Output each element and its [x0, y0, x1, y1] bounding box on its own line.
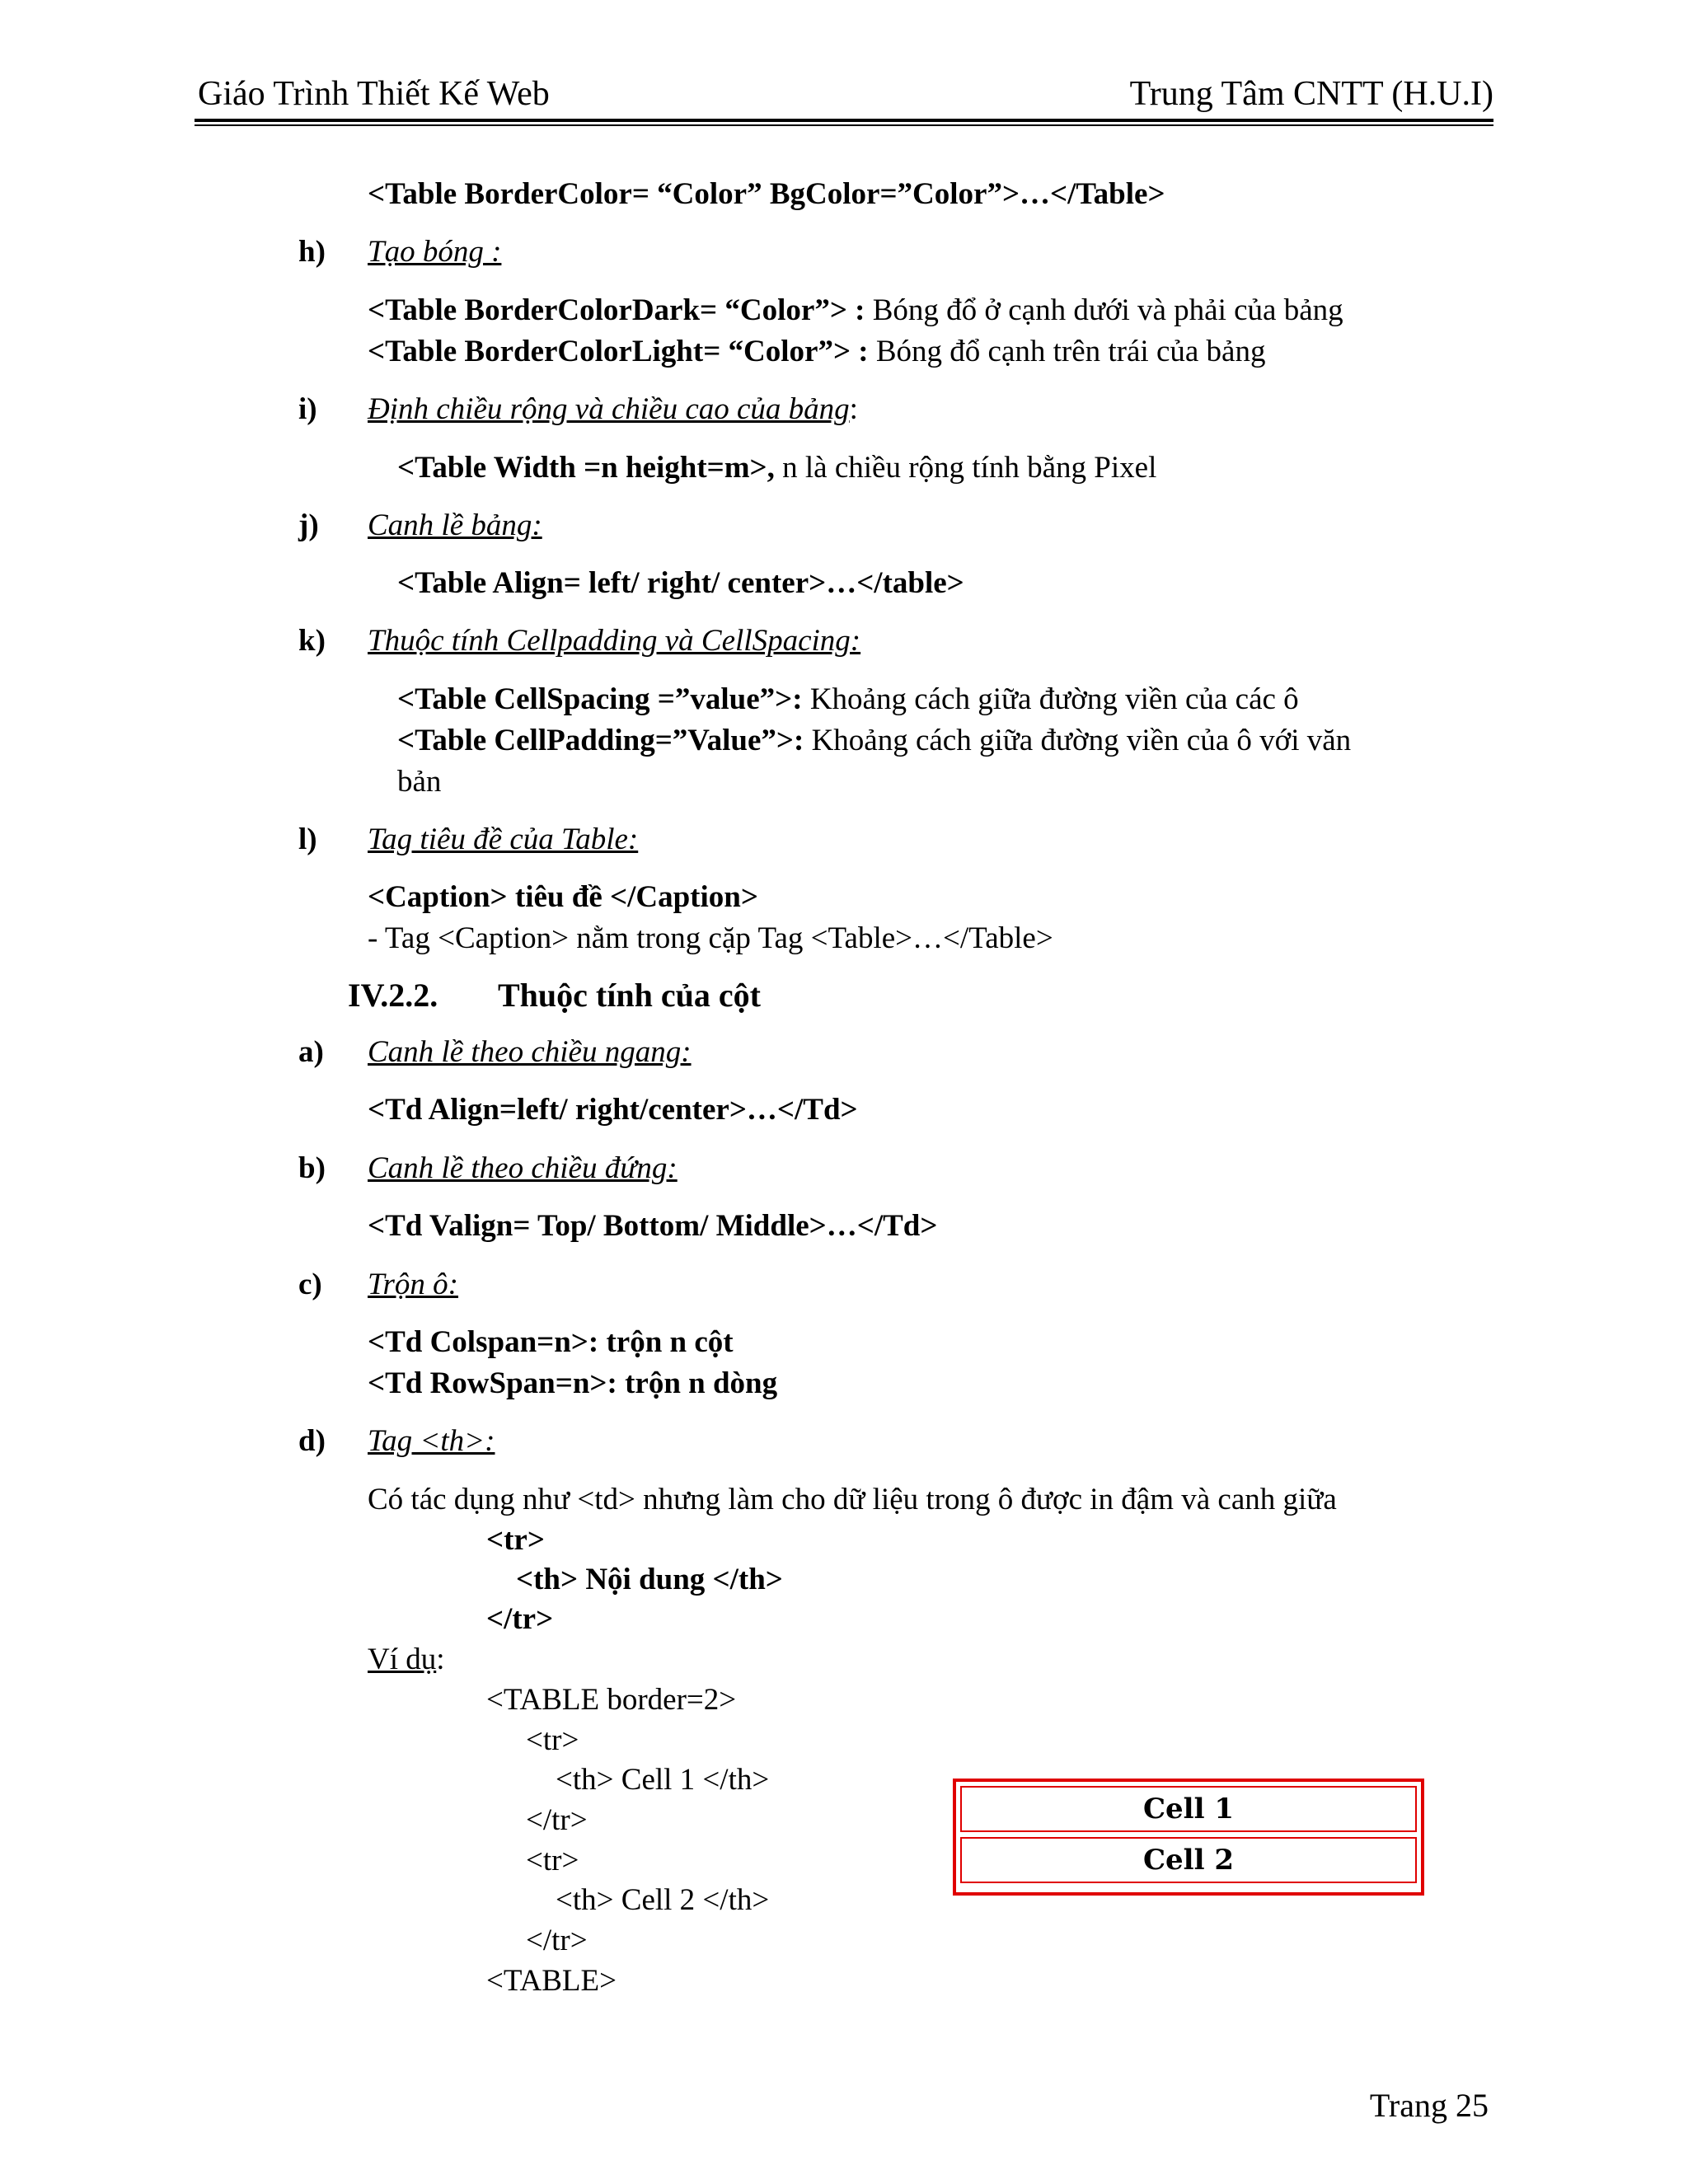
code-line-shadow-light	[368, 332, 1265, 372]
code-line-cellspacing	[397, 680, 1299, 719]
item-marker-i: i)	[298, 392, 317, 426]
page-number: Trang 25	[1369, 2087, 1489, 2124]
example-label-text: Ví dụ	[368, 1643, 437, 1676]
table-header-cell: Cell 2	[960, 1837, 1417, 1883]
item-marker-b: b)	[298, 1151, 326, 1185]
code: <Table Width =n height=m>,	[397, 451, 775, 485]
item-heading-l: Tag tiêu đề của Table:	[368, 823, 639, 856]
description: Bóng đổ cạnh trên trái của bảng	[868, 335, 1266, 368]
example-line: <tr>	[526, 1844, 579, 1877]
snippet-line: <th> Nội dung </th>	[516, 1563, 783, 1596]
item-heading-h: Tạo bóng :	[368, 235, 502, 269]
item-marker-h: h)	[298, 235, 326, 269]
item-heading-j: Canh lề bảng:	[368, 509, 542, 542]
code-line-cellpadding	[397, 721, 1351, 761]
description: Bóng đổ ở cạnh dưới và phải của bảng	[865, 293, 1343, 327]
example-label	[368, 1640, 445, 1680]
item-heading-c: Trộn ô:	[368, 1268, 459, 1301]
item-heading-b: Canh lề theo chiều đứng:	[368, 1151, 678, 1185]
item-marker-j: j)	[298, 509, 319, 542]
item-marker-c: c)	[298, 1268, 322, 1301]
example-line: </tr>	[526, 1803, 588, 1837]
item-heading-i	[368, 390, 858, 429]
section-title: Thuộc tính của cột	[498, 977, 761, 1014]
example-line: <TABLE border=2>	[486, 1683, 737, 1717]
header-institution: Trung Tâm CNTT (H.U.I)	[1129, 75, 1493, 113]
code: <Table BorderColorDark= “Color”> :	[368, 293, 865, 327]
example-label-colon: :	[436, 1643, 445, 1676]
item-heading-d: Tag <th>:	[368, 1424, 495, 1458]
code: <Table CellPadding=”Value”>:	[397, 724, 804, 757]
description: Khoảng cách giữa đường viền của ô với văn	[804, 724, 1352, 757]
snippet-line: <tr>	[486, 1523, 545, 1557]
example-rendered-table	[953, 1779, 1424, 1896]
header-rule	[195, 119, 1493, 122]
example-line: <TABLE>	[486, 1964, 617, 1998]
heading-text: Định chiều rộng và chiều cao của bảng	[368, 392, 850, 426]
header-rule-thin	[195, 124, 1493, 126]
code-line-td-align: <Td Align=left/ right/center>…</Td>	[368, 1093, 858, 1127]
code: <Table BorderColorLight= “Color”> :	[368, 335, 869, 368]
snippet-line: </tr>	[486, 1602, 554, 1636]
code-line-td-valign: <Td Valign= Top/ Bottom/ Middle>…</Td>	[368, 1209, 938, 1243]
code-line-rowspan: <Td RowSpan=n>: trộn n dòng	[368, 1366, 778, 1400]
code-line-width	[397, 448, 1156, 488]
item-marker-l: l)	[298, 823, 317, 856]
description: Khoảng cách giữa đường viền của các ô	[802, 682, 1299, 716]
cellpadding-continuation: bản	[397, 765, 442, 799]
code-line-colspan: <Td Colspan=n>: trộn n cột	[368, 1325, 734, 1359]
example-line: <tr>	[526, 1723, 579, 1757]
table-header-cell: Cell 1	[960, 1786, 1417, 1832]
th-description: Có tác dụng như <td> nhưng làm cho dữ liệu trong ô được in đậm và canh giữa	[368, 1483, 1337, 1516]
heading-colon: :	[849, 392, 858, 426]
item-marker-a: a)	[298, 1035, 324, 1069]
item-heading-k: Thuộc tính Cellpadding và CellSpacing:	[368, 624, 861, 658]
description: n là chiều rộng tính bằng Pixel	[774, 451, 1157, 485]
caption-note: - Tag <Caption> nằm trong cặp Tag <Table>…</Table>	[368, 921, 1053, 955]
code-line-caption: <Caption> tiêu đề </Caption>	[368, 880, 758, 914]
code-line-align: <Table Align= left/ right/ center>…</table>	[397, 566, 964, 600]
code-border-color: <Table BorderColor= “Color” BgColor=”Color”>…</Table>	[368, 177, 1165, 211]
item-marker-k: k)	[298, 624, 326, 658]
code-line-shadow-dark	[368, 291, 1343, 330]
item-heading-a: Canh lề theo chiều ngang:	[368, 1035, 692, 1069]
header-title: Giáo Trình Thiết Kế Web	[198, 75, 550, 113]
code: <Table CellSpacing =”value”>:	[397, 682, 803, 716]
section-number: IV.2.2.	[348, 977, 438, 1014]
example-line: <th> Cell 1 </th>	[556, 1763, 770, 1797]
example-line: </tr>	[526, 1924, 588, 1957]
example-line: <th> Cell 2 </th>	[556, 1883, 770, 1917]
item-marker-d: d)	[298, 1424, 326, 1458]
